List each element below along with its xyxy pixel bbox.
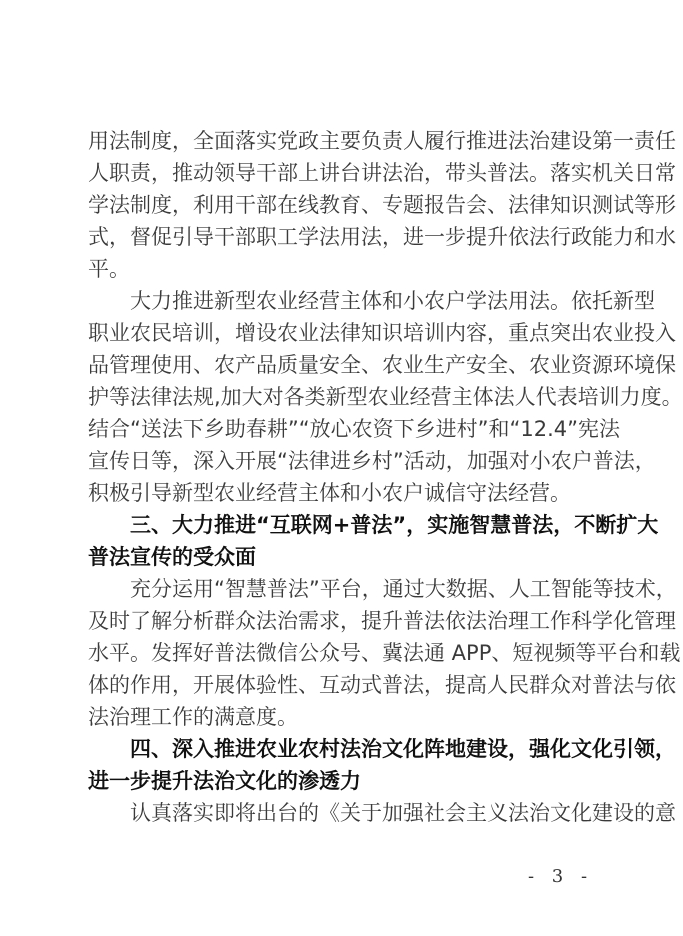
text-line: 护等法律法规,加大对各类新型农业经营主体法人代表培训力度。 bbox=[88, 385, 683, 409]
paragraph bbox=[88, 573, 681, 733]
text-line: 职业农民培训，增设农业法律知识培训内容，重点突出农业投入 bbox=[88, 321, 676, 345]
text-line: 宣传日等，深入开展“法律进乡村”活动，加强对小农户普法， bbox=[88, 449, 656, 473]
text-line: 大力推进新型农业经营主体和小农户学法用法。依托新型 bbox=[130, 289, 655, 313]
text-line: 平。 bbox=[88, 257, 130, 281]
text-line: 体的作用，开展体验性、互动式普法，提高人民群众对普法与依 bbox=[88, 673, 676, 697]
text-line: 积极引导新型农业经营主体和小农户诚信守法经营。 bbox=[88, 481, 571, 505]
paragraph bbox=[88, 797, 676, 829]
text-line: 结合“送法下乡助春耕”“放心农资下乡进村”和“12.4”宪法 bbox=[88, 417, 621, 441]
paragraph bbox=[88, 125, 676, 285]
section-heading bbox=[88, 509, 659, 573]
text-line: 及时了解分析群众法治需求，提升普法依法治理工作科学化管理 bbox=[88, 609, 676, 633]
text-line: 认真落实即将出台的《关于加强社会主义法治文化建设的意 bbox=[130, 801, 676, 825]
text-line: 人职责，推动领导干部上讲台讲法治，带头普法。落实机关日常 bbox=[88, 161, 676, 185]
text-line: 普法宣传的受众面 bbox=[88, 545, 256, 569]
text-line: 法治理工作的满意度。 bbox=[88, 705, 298, 729]
text-line: 用法制度，全面落实党政主要负责人履行推进法治建设第一责任 bbox=[88, 129, 676, 153]
document-body bbox=[88, 125, 683, 829]
text-line: 三、大力推进“互联网+普法”，实施智慧普法，不断扩大 bbox=[130, 513, 659, 537]
text-line: 水平。发挥好普法微信公众号、冀法通 APP、短视频等平台和载 bbox=[88, 641, 681, 665]
text-line: 四、深入推进农业农村法治文化阵地建设，强化文化引领， bbox=[130, 737, 676, 761]
text-line: 学法制度，利用干部在线教育、专题报告会、法律知识测试等形 bbox=[88, 193, 676, 217]
section-heading bbox=[88, 733, 676, 797]
page-number: - 3 - bbox=[528, 866, 594, 887]
paragraph bbox=[88, 285, 683, 509]
text-line: 品管理使用、农产品质量安全、农业生产安全、农业资源环境保 bbox=[88, 353, 676, 377]
text-line: 进一步提升法治文化的渗透力 bbox=[88, 769, 361, 793]
text-line: 充分运用“智慧普法”平台，通过大数据、人工智能等技术， bbox=[130, 577, 677, 601]
text-line: 式，督促引导干部职工学法用法，进一步提升依法行政能力和水 bbox=[88, 225, 676, 249]
